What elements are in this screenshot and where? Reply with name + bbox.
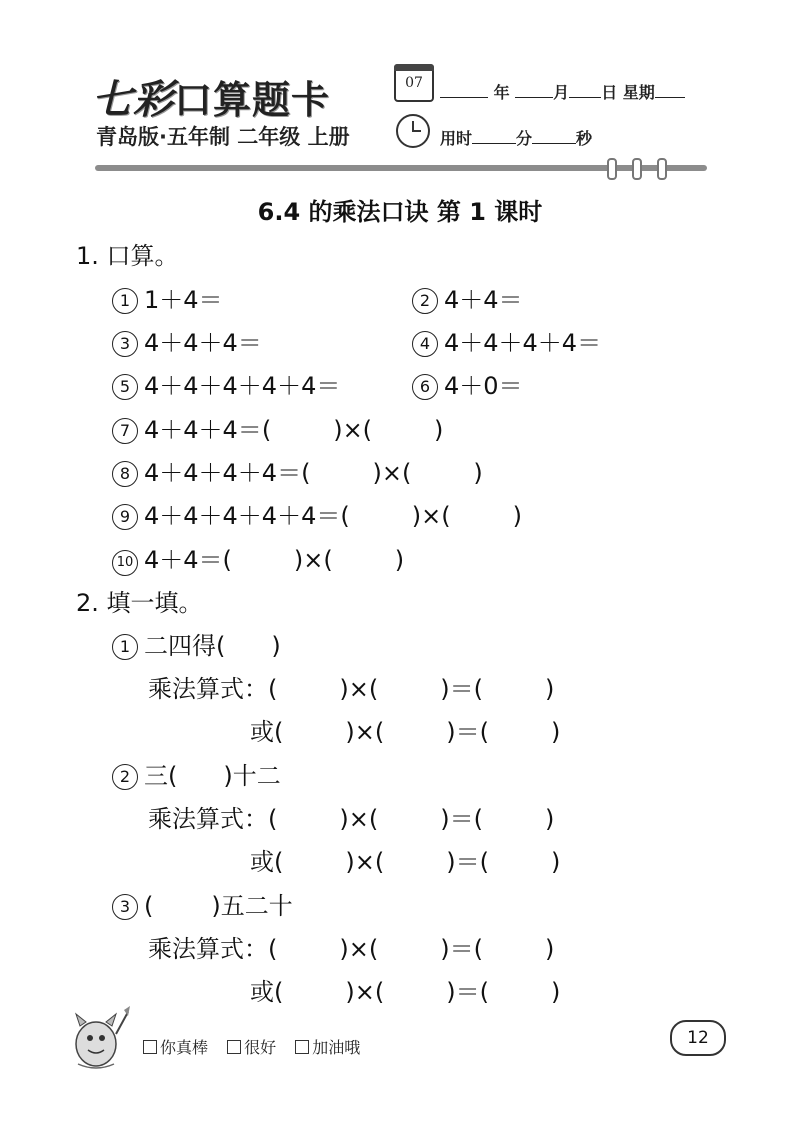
math-symbol: ) (339, 805, 349, 833)
time-used-label: 用时 (440, 129, 473, 148)
math-symbol: ( (368, 675, 379, 703)
item-expression: 4＋4＋4＋4＋4＝ (144, 372, 341, 400)
math-symbol: × (303, 546, 324, 574)
year-blank[interactable] (440, 83, 488, 98)
math-symbol: × (354, 978, 375, 1006)
math-symbol: ( (268, 805, 278, 833)
formula-row (250, 972, 560, 1007)
math-symbol: ( (401, 459, 412, 487)
list-item (112, 496, 522, 531)
item-text: 很好 (244, 1038, 277, 1057)
math-symbol: ) (345, 718, 355, 746)
math-symbol: ( (268, 935, 278, 963)
formula-row (148, 929, 554, 964)
rating-checkboxes (143, 1035, 374, 1058)
brand-suffix: 口算题卡 (174, 78, 331, 122)
binder-ring-icon (607, 158, 617, 180)
math-symbol: ( (368, 805, 379, 833)
calendar-icon (394, 64, 434, 102)
math-symbol: × (381, 459, 402, 487)
rating-option[interactable] (295, 1038, 360, 1057)
list-item (412, 280, 523, 315)
math-symbol: ) (446, 848, 456, 876)
list-item (112, 540, 404, 576)
or-label: 或 (250, 848, 274, 876)
math-symbol: × (348, 935, 369, 963)
item-text: 你真棒 (160, 1038, 209, 1057)
rating-option[interactable] (143, 1038, 208, 1057)
math-symbol: ＝ (455, 718, 480, 746)
item-number: 2 (412, 288, 438, 314)
math-symbol: ) (544, 935, 555, 963)
math-symbol: ( (374, 848, 385, 876)
math-symbol: ＝ (449, 935, 474, 963)
checkbox[interactable] (295, 1040, 309, 1054)
item-text: 加油哦 (312, 1038, 361, 1057)
formula-row (148, 799, 554, 834)
item-number: 4 (412, 331, 438, 357)
item-expression: 4＋4＋4＋4＋4＝ (144, 502, 341, 530)
formula-label: 乘法算式： (148, 805, 268, 833)
item-number: 8 (112, 461, 138, 487)
math-symbol: ＝ (455, 978, 480, 1006)
math-symbol: × (348, 805, 369, 833)
math-symbol: ＝ (449, 675, 474, 703)
minutes-blank[interactable] (472, 129, 516, 144)
math-symbol: ( (479, 978, 489, 1006)
list-item (112, 453, 483, 488)
math-symbol: ( (473, 935, 483, 963)
item-expression: 4＋4＝ (144, 546, 223, 574)
math-symbol: ( (340, 502, 350, 530)
list-item (112, 756, 281, 791)
math-symbol: ( (274, 978, 284, 1006)
item-number: 10 (112, 550, 138, 576)
math-symbol: ( (301, 459, 311, 487)
item-expression: 4＋4＋4＋4＝ (144, 459, 302, 487)
math-symbol: ) (372, 459, 382, 487)
item-expression: 4＋4＋4＋4＝ (444, 329, 602, 357)
list-item (112, 280, 223, 315)
math-symbol: ( (274, 848, 284, 876)
list-item (112, 410, 443, 445)
formula-label: 乘法算式： (148, 675, 268, 703)
list-item (112, 323, 262, 358)
edition-subtitle: 青岛版·五年制 二年级 上册 (96, 125, 350, 149)
math-symbol: ( (473, 805, 483, 833)
math-symbol: ( (323, 546, 333, 574)
weekday-blank[interactable] (655, 83, 685, 98)
math-symbol: ( (222, 546, 232, 574)
math-symbol: ( (374, 718, 385, 746)
item-expression: 4＋0＝ (444, 372, 523, 400)
math-symbol: ( (441, 502, 451, 530)
section1-title: 1. 口算。 (76, 242, 179, 270)
item-number: 1 (112, 288, 138, 314)
math-symbol: ) (394, 546, 405, 574)
item-number: 5 (112, 374, 138, 400)
math-symbol: × (342, 416, 363, 444)
seconds-label: 秒 (576, 129, 593, 148)
item-number: 6 (412, 374, 438, 400)
item-expression: 4＋4＋4＝ (144, 329, 262, 357)
item-number: 7 (112, 418, 138, 444)
math-symbol: ( (473, 675, 483, 703)
math-symbol: ) (440, 805, 450, 833)
item-text: ) (271, 632, 281, 660)
math-symbol: ) (544, 675, 555, 703)
math-symbol: ＝ (449, 805, 474, 833)
item-text: )十二 (223, 762, 281, 790)
calendar-number: 07 (405, 75, 423, 91)
section2-title: 2. 填一填。 (76, 589, 203, 617)
day-blank[interactable] (569, 83, 601, 98)
math-symbol: ) (440, 935, 450, 963)
math-symbol: ( (374, 978, 385, 1006)
math-symbol: ( (261, 416, 272, 444)
checkbox[interactable] (227, 1040, 241, 1054)
math-symbol: ( (268, 675, 278, 703)
formula-row (250, 842, 560, 877)
math-symbol: ) (345, 978, 355, 1006)
or-label: 或 (250, 718, 274, 746)
math-symbol: ) (544, 805, 555, 833)
item-number: 1 (112, 634, 138, 660)
date-fill-row (440, 80, 685, 103)
list-item (412, 366, 523, 401)
cartoon-mascot-icon (68, 1004, 134, 1072)
math-symbol: ) (333, 416, 343, 444)
math-symbol: ) (550, 718, 561, 746)
minutes-label: 分 (516, 129, 533, 148)
math-symbol: ＝ (455, 848, 480, 876)
month-label: 月 (553, 83, 570, 102)
math-symbol: ) (550, 848, 561, 876)
math-symbol: ) (550, 978, 561, 1006)
math-symbol: ) (440, 675, 450, 703)
formula-row (250, 712, 560, 747)
list-item (112, 626, 281, 661)
brand-prefix: 七彩 (92, 77, 174, 123)
math-symbol: × (354, 718, 375, 746)
math-symbol: ( (362, 416, 373, 444)
math-symbol: × (421, 502, 442, 530)
binder-ring-icon (632, 158, 642, 180)
or-label: 或 (250, 978, 274, 1006)
brand-title (92, 68, 330, 125)
math-symbol: ) (293, 546, 304, 574)
month-blank[interactable] (515, 83, 553, 98)
formula-label: 乘法算式： (148, 935, 268, 963)
formula-row (148, 669, 554, 704)
lesson-title: 6.4 的乘法口诀 第 1 课时 (257, 198, 543, 226)
list-item (112, 366, 340, 401)
item-number: 9 (112, 504, 138, 530)
rating-option[interactable] (227, 1038, 276, 1057)
item-number: 3 (112, 331, 138, 357)
item-expression: 4＋4＝ (444, 286, 523, 314)
math-symbol: ) (411, 502, 422, 530)
item-number: 2 (112, 764, 138, 790)
year-label: 年 (493, 83, 510, 102)
math-symbol: × (348, 675, 369, 703)
math-symbol: ) (339, 935, 349, 963)
page-number: 12 (670, 1020, 726, 1056)
list-item (112, 886, 293, 921)
math-symbol: ) (339, 675, 349, 703)
math-symbol: ( (479, 848, 489, 876)
item-text: )五二十 (211, 892, 293, 920)
math-symbol: ) (446, 718, 456, 746)
checkbox[interactable] (143, 1040, 157, 1054)
clock-icon (396, 114, 430, 148)
item-text: 二四得( (144, 632, 226, 660)
math-symbol: ) (473, 459, 483, 487)
math-symbol: ) (434, 416, 444, 444)
seconds-blank[interactable] (532, 129, 576, 144)
day-label: 日 (601, 83, 618, 102)
item-expression: 4＋4＋4＝ (144, 416, 262, 444)
math-symbol: ) (512, 502, 522, 530)
item-text: 三( (144, 762, 178, 790)
list-item (412, 323, 601, 358)
math-symbol: ( (368, 935, 379, 963)
item-expression: 1＋4＝ (144, 286, 223, 314)
time-fill-row (440, 126, 592, 149)
math-symbol: ) (446, 978, 456, 1006)
weekday-label: 星期 (622, 83, 655, 102)
math-symbol: ) (345, 848, 355, 876)
math-symbol: × (354, 848, 375, 876)
item-text: ( (144, 892, 154, 920)
binder-ring-icon (657, 158, 667, 180)
math-symbol: ( (274, 718, 284, 746)
math-symbol: ( (479, 718, 489, 746)
item-number: 3 (112, 894, 138, 920)
